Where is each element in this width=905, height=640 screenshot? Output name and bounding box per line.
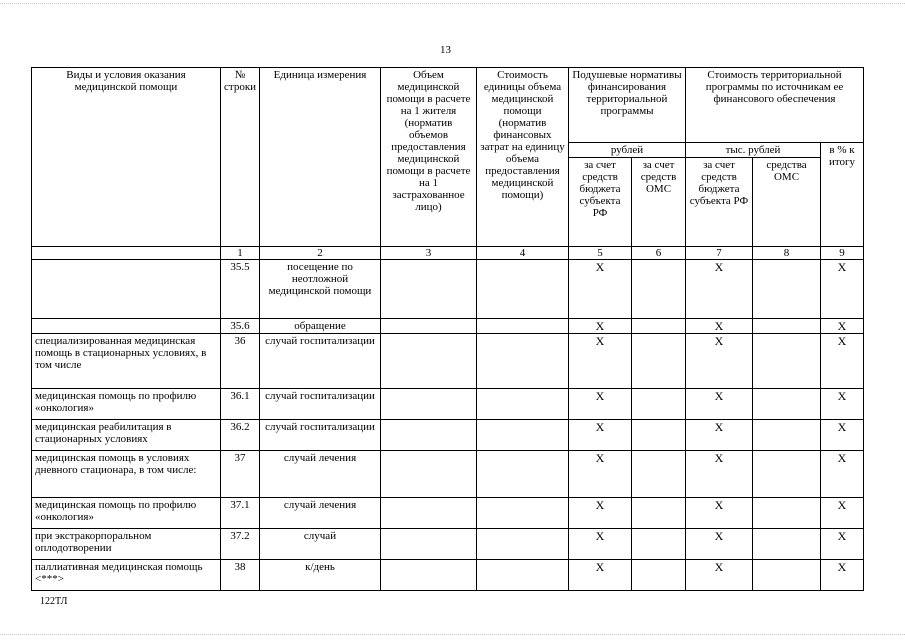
cell-kind: паллиативная медицинская помощь <***> [32, 560, 221, 591]
cell-oms-a [632, 498, 686, 529]
header-row-no: № строки [221, 68, 260, 247]
cell-kind: медицинская реабилитация в стационарных условиях [32, 420, 221, 451]
cell-unit: обращение [260, 319, 381, 334]
cell-unit: случай госпитализации [260, 334, 381, 389]
cell-row-no: 36.2 [221, 420, 260, 451]
cell-oms-a [632, 560, 686, 591]
column-number: 1 [221, 247, 260, 260]
cell-budget-a: X [569, 334, 632, 389]
cell-oms-b [753, 420, 821, 451]
cell-kind: медицинская помощь по профилю «онкология» [32, 389, 221, 420]
cell-oms-a [632, 389, 686, 420]
cell-percent: X [821, 560, 864, 591]
cell-budget-b: X [686, 560, 753, 591]
cell-budget-a: X [569, 451, 632, 498]
cell-percent: X [821, 389, 864, 420]
table-row [32, 319, 864, 334]
header-per-capita: Подушевые нормативы финансирования территориальной программы [569, 68, 686, 143]
table-row [32, 334, 864, 389]
column-number: 3 [381, 247, 477, 260]
column-number [32, 247, 221, 260]
cell-budget-a: X [569, 560, 632, 591]
table-row [32, 260, 864, 319]
header-kind: Виды и условия оказания медицинской помощи [32, 68, 221, 247]
cell-row-no: 35.5 [221, 260, 260, 319]
page-number: 13 [440, 44, 451, 56]
header-oms-b: средства ОМС [753, 158, 821, 247]
cell-row-no: 37 [221, 451, 260, 498]
header-cost: Стоимость единицы объема медицинской помощи (норматив финансовых затрат на единицу объема предоставления медицинской помощи) [477, 68, 569, 247]
cell-row-no: 38 [221, 560, 260, 591]
cell-budget-b: X [686, 529, 753, 560]
cell-cost [477, 260, 569, 319]
cell-oms-b [753, 529, 821, 560]
cell-percent: X [821, 420, 864, 451]
cell-budget-a: X [569, 498, 632, 529]
cell-budget-b: X [686, 389, 753, 420]
cell-oms-a [632, 319, 686, 334]
cell-oms-b [753, 334, 821, 389]
header-volume: Объем медицинской помощи в расчете на 1 жителя (норматив объемов предоставления медицинской помощи в расчете на 1 застрахованное лицо) [381, 68, 477, 247]
footer-code: 122ТЛ [40, 596, 68, 607]
cell-row-no: 36.1 [221, 389, 260, 420]
cell-oms-a [632, 260, 686, 319]
table-row [32, 529, 864, 560]
cell-row-no: 35.6 [221, 319, 260, 334]
cell-oms-a [632, 334, 686, 389]
cell-unit: случай лечения [260, 451, 381, 498]
header-budget-a: за счет средств бюджета субъекта РФ [569, 158, 632, 247]
cell-budget-a: X [569, 529, 632, 560]
cell-budget-a: X [569, 420, 632, 451]
cell-percent: X [821, 334, 864, 389]
cell-volume [381, 529, 477, 560]
cell-kind: медицинская помощь по профилю «онкология» [32, 498, 221, 529]
header-row [32, 68, 864, 143]
cell-cost [477, 498, 569, 529]
cell-kind [32, 319, 221, 334]
header-rubles: рублей [569, 143, 686, 158]
cell-budget-b: X [686, 334, 753, 389]
table-row [32, 498, 864, 529]
cell-budget-a: X [569, 389, 632, 420]
cell-budget-b: X [686, 498, 753, 529]
column-number: 7 [686, 247, 753, 260]
column-number: 6 [632, 247, 686, 260]
column-number: 2 [260, 247, 381, 260]
cell-kind: при экстракорпоральном оплодотворении [32, 529, 221, 560]
cost-table [31, 67, 864, 591]
cell-percent: X [821, 529, 864, 560]
cell-cost [477, 389, 569, 420]
table-row [32, 560, 864, 591]
cell-unit: случай лечения [260, 498, 381, 529]
column-number: 4 [477, 247, 569, 260]
cell-percent: X [821, 498, 864, 529]
scan-edge-top [0, 3, 905, 4]
header-total-cost: Стоимость территориальной программы по источникам ее финансового обеспечения [686, 68, 864, 143]
table-row [32, 420, 864, 451]
cell-oms-b [753, 260, 821, 319]
cell-oms-b [753, 498, 821, 529]
cell-kind [32, 260, 221, 319]
cell-oms-a [632, 529, 686, 560]
header-budget-b: за счет средств бюджета субъекта РФ [686, 158, 753, 247]
cell-oms-a [632, 451, 686, 498]
cell-oms-b [753, 319, 821, 334]
header-percent: в % к итогу [821, 143, 864, 247]
table-row [32, 451, 864, 498]
cell-unit: случай [260, 529, 381, 560]
header-thousand-rubles: тыс. рублей [686, 143, 821, 158]
cell-cost [477, 560, 569, 591]
column-number-row [32, 247, 864, 260]
cell-volume [381, 420, 477, 451]
cell-budget-a: X [569, 260, 632, 319]
cell-cost [477, 529, 569, 560]
cell-volume [381, 560, 477, 591]
cell-kind: медицинская помощь в условиях дневного стационара, в том числе: [32, 451, 221, 498]
scan-edge-bottom [0, 634, 905, 635]
table-row [32, 389, 864, 420]
cell-percent: X [821, 260, 864, 319]
cell-percent: X [821, 319, 864, 334]
cell-cost [477, 319, 569, 334]
cell-oms-b [753, 451, 821, 498]
cell-budget-b: X [686, 260, 753, 319]
cell-kind: специализированная медицинская помощь в стационарных условиях, в том числе [32, 334, 221, 389]
header-unit: Единица измерения [260, 68, 381, 247]
cell-volume [381, 260, 477, 319]
cell-cost [477, 420, 569, 451]
cell-unit: случай госпитализации [260, 420, 381, 451]
cell-volume [381, 389, 477, 420]
cell-oms-b [753, 389, 821, 420]
cell-unit: к/день [260, 560, 381, 591]
cell-oms-a [632, 420, 686, 451]
cell-cost [477, 451, 569, 498]
cell-budget-b: X [686, 319, 753, 334]
cell-budget-a: X [569, 319, 632, 334]
cell-volume [381, 334, 477, 389]
column-number: 5 [569, 247, 632, 260]
cell-row-no: 37.1 [221, 498, 260, 529]
cell-percent: X [821, 451, 864, 498]
cell-row-no: 36 [221, 334, 260, 389]
column-number: 8 [753, 247, 821, 260]
cell-volume [381, 498, 477, 529]
cell-oms-b [753, 560, 821, 591]
cell-budget-b: X [686, 420, 753, 451]
header-oms-a: за счет средств ОМС [632, 158, 686, 247]
cell-cost [477, 334, 569, 389]
cell-budget-b: X [686, 451, 753, 498]
cell-volume [381, 451, 477, 498]
cell-unit: случай госпитализации [260, 389, 381, 420]
cell-row-no: 37.2 [221, 529, 260, 560]
cell-unit: посещение по неотложной медицинской помощи [260, 260, 381, 319]
column-number: 9 [821, 247, 864, 260]
cell-volume [381, 319, 477, 334]
